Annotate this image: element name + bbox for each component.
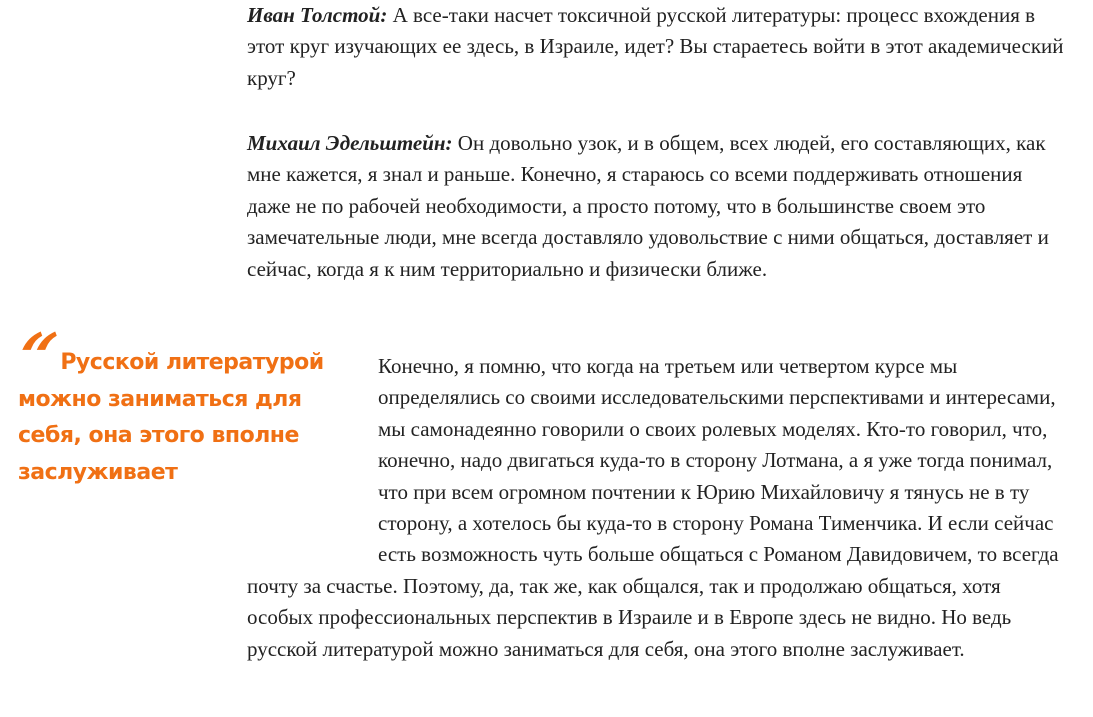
paragraph-text: А все-таки насчет токсичной русской литературы: процесс вхождения в этот круг изучающих ее здесь, в Израиле, идет? Вы стараетесь войти в этот академический круг?: [247, 3, 1064, 90]
interview-paragraph: [247, 0, 1067, 94]
pull-quote-text: Русской литературой можно заниматься для себя, она этого вполне заслуживает: [18, 350, 324, 485]
interview-paragraph: [247, 128, 1067, 285]
paragraph-text: Конечно, я помню, что когда на третьем или четвертом курсе мы определялись со своими исследовательскими перспективами и интересами, мы самонадеянно говорили о своих ролевых моделях. Кто-то говорил, что, конечно, надо двигаться куда-то в сторону Лотмана, а я уже тогда понимал, что при всем огромном почтении к Юрию Михайловичу я тянусь не в ту сторону, а хотелось бы куда-то в сторону Романа Тименчика. И если сейчас есть возможность чуть больше общаться с Романом Давидовичем, то всегда почту за счастье. Поэтому, да, так же, как общался, так и продолжаю общаться, хотя особых профессиональных перспектив в Израиле и в Европе здесь не видно. Но ведь русской литературой можно заниматься для себя, она этого вполне заслуживает.: [247, 354, 1059, 661]
paragraph-text: Он довольно узок, и в общем, всех людей, его составляющих, как мне кажется, я знал и раньше. Конечно, я стараюсь со всеми поддерживать отношения даже не по рабочей необходимости, а просто потому, что в большинстве своем это замечательные люди, мне всегда доставляло удовольствие с ними общаться, доставляет и сейчас, когда я к ним территориально и физически ближе.: [247, 131, 1049, 281]
interview-paragraph: [247, 351, 1067, 665]
pull-quote: [10, 320, 343, 491]
speaker-name: Михаил Эдельштейн:: [247, 131, 453, 155]
speaker-name: Иван Толстой:: [247, 3, 388, 27]
quotation-mark-icon: “: [10, 320, 63, 395]
